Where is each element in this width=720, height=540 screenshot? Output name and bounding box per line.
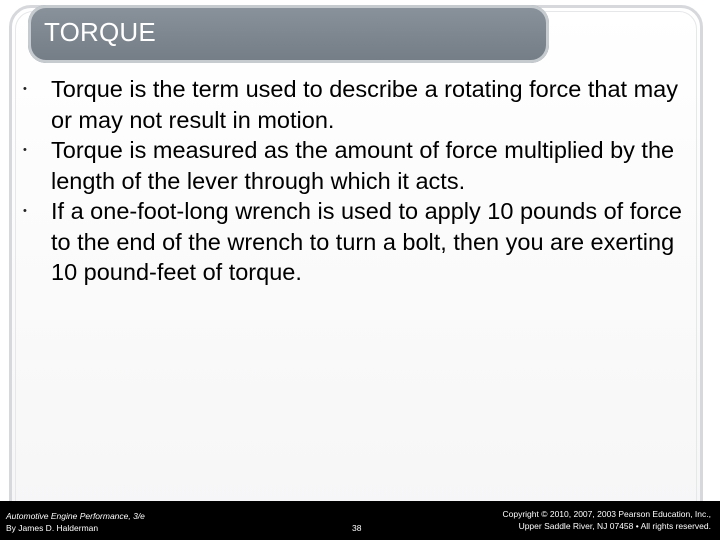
- copyright-line-1: Copyright © 2010, 2007, 2003 Pearson Education, Inc.,: [502, 509, 711, 519]
- bullet-item: [23, 74, 693, 135]
- copyright-line-2: Upper Saddle River, NJ 07458 • All rights reserved.: [518, 521, 711, 531]
- bullet-item: [23, 196, 693, 288]
- bullet-marker: •: [23, 144, 27, 156]
- bullet-text: Torque is measured as the amount of force multiplied by the length of the lever through which it acts.: [51, 137, 675, 194]
- footer-book-title: Automotive Engine Performance, 3/e: [6, 511, 145, 521]
- bullet-item: [23, 135, 693, 196]
- bullet-text: Torque is the term used to describe a rotating force that may or may not result in motion.: [51, 76, 678, 133]
- bullet-marker: •: [23, 205, 27, 217]
- bullet-text: If a one-foot-long wrench is used to apply 10 pounds of force to the end of the wrench to turn a bolt, then you are exerting 10 pound-feet of torque.: [51, 198, 682, 285]
- bullet-list: [23, 74, 693, 288]
- footer-copyright: [502, 508, 711, 532]
- page-number: 38: [352, 523, 362, 533]
- slide-title: TORQUE: [44, 17, 156, 47]
- footer-bar: [0, 501, 720, 540]
- bullet-marker: •: [23, 83, 27, 95]
- footer-book-info: [6, 510, 145, 534]
- footer-author: By James D. Halderman: [6, 523, 99, 533]
